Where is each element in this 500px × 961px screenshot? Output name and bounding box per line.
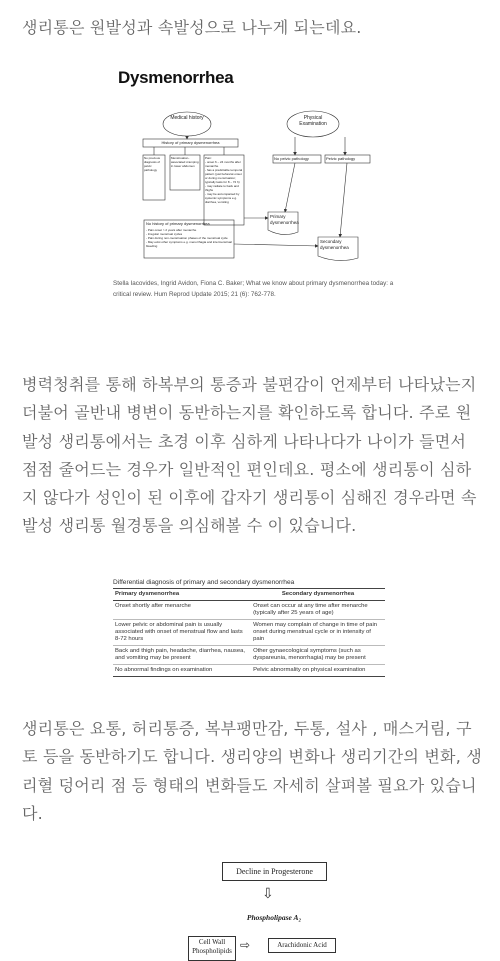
secondary-dysmenorrhea-node: Secondary dysmenorrhea <box>320 239 349 250</box>
history-primary-node: History of primary dysmenorrhea <box>161 140 220 145</box>
medical-history-node: Medical history <box>170 115 204 121</box>
no-history-node: No history of primary dysmenorrhea <box>146 221 210 226</box>
paragraph-symptoms: 생리통은 요통, 허리통증, 복부팽만감, 두통, 설사 , 매스거림, 구토 등을 동반하기도 합니다. 생리양의 변화나 생리기간의 변화, 생리혈 덩어리 점 등 형태의 변화들도 자세히 살펴볼 필요가 있습니다. <box>22 719 482 823</box>
table-header-primary: Primary dysmenorrhea <box>113 589 251 601</box>
table-cell: Lower pelvic or abdominal pain is usually associated with onset of menstrual flow and lasts 8-72 hours <box>113 620 251 646</box>
diagnosis-table <box>113 588 385 677</box>
arachidonic-acid-box: Arachidonic Acid <box>268 938 336 953</box>
differential-diagnosis-table <box>113 579 385 677</box>
table-row <box>113 646 385 665</box>
pain-features-node: Pain: - onset 6 – 24 months after menarche - has a predictable temporal pattern (just before/at onset or during menstruation; typically lasts for 8 – 72 h) - may radiate to back and thighs - may be accompanied by systemic symptoms e.g. diarrhea, vomiting <box>205 156 243 204</box>
progesterone-pathway-diagram <box>188 860 348 955</box>
arrow-right-icon: ⇨ <box>240 938 251 952</box>
table-row <box>113 665 385 677</box>
paragraph-history: 병력청취를 통해 하복부의 통증과 불편감이 언제부터 나타났는지 더불어 골반내 병변이 동반하는지를 확인하도록 합니다. 주로 원발성 생리통에서는 초경 이후 심하게 나타나다가 나이가 들면서 점점 줄어드는 경우가 일반적인 편인데요. 평소에 생리통이 심하지 않다가 성인이 된 이후에 갑자기 생리통이 심해진 경우라면 속발성 생리통 월경통을 의심해볼 수 이 있습니다. <box>22 375 477 536</box>
arrow-down-icon: ⇩ <box>262 886 274 902</box>
cramping-node: Menstruation-associated cramping in lower abdomen <box>171 156 199 168</box>
pelvic-pathology-node: Pelvic pathology <box>326 156 356 161</box>
no-pelvic-pathology-node: No pelvic pathology <box>274 156 309 161</box>
no-previous-node: No previous diagnosis of pelvic pathology <box>144 156 161 172</box>
flowchart-citation: Stella Iacovides, Ingrid Avidon, Fiona C. Baker; What we know about primary dysmenorrhea today: a critical review. Hum Reprod Update 2015; 21 (6): 762-778. <box>113 280 394 298</box>
primary-dysmenorrhea-node: Primary dysmenorrhea <box>270 214 299 225</box>
table-cell: Onset can occur at any time after menarche (typically after 25 years of age) <box>251 601 385 620</box>
table-cell: Other gynaecological symptoms (such as dyspareunia, menorrhagia) may be present <box>251 646 385 665</box>
flowchart-title: Dysmenorrhea <box>118 68 234 87</box>
phospholipase-label: Phospholipase A₂ <box>246 913 302 922</box>
table-row <box>113 620 385 646</box>
table-cell: Back and thigh pain, headache, diarrhea, nausea, and vomiting may be present <box>113 646 251 665</box>
table-cell: No abnormal findings on examination <box>113 665 251 677</box>
table-header-secondary: Secondary dysmenorrhea <box>251 589 385 601</box>
cell-wall-phospholipids-box: Cell Wall Phospholipids <box>188 936 236 961</box>
table-cell: Pelvic abnormality on physical examination <box>251 665 385 677</box>
table-cell: Women may complain of change in time of pain onset during menstrual cycle or in intensity of pain <box>251 620 385 646</box>
no-history-criteria: - Pain onset > 2 years after menarche - Irregular menstrual cycles - Pain during non-menstruation phases of the menstrual cycle - May exist other symptoms e.g. menorrhagia and intermenstrual bleeding <box>146 228 232 248</box>
paragraph-intro: 생리통은 원발성과 속발성으로 나누게 되는데요. <box>22 18 362 37</box>
table-row <box>113 601 385 620</box>
table-caption: Differential diagnosis of primary and secondary dysmenorrhea <box>113 579 295 586</box>
decline-progesterone-box: Decline in Progesterone <box>222 862 327 881</box>
physical-exam-node: Physical Examination <box>299 115 327 127</box>
dysmenorrhea-flowchart <box>110 66 400 306</box>
table-cell: Onset shortly after menarche <box>113 601 251 620</box>
